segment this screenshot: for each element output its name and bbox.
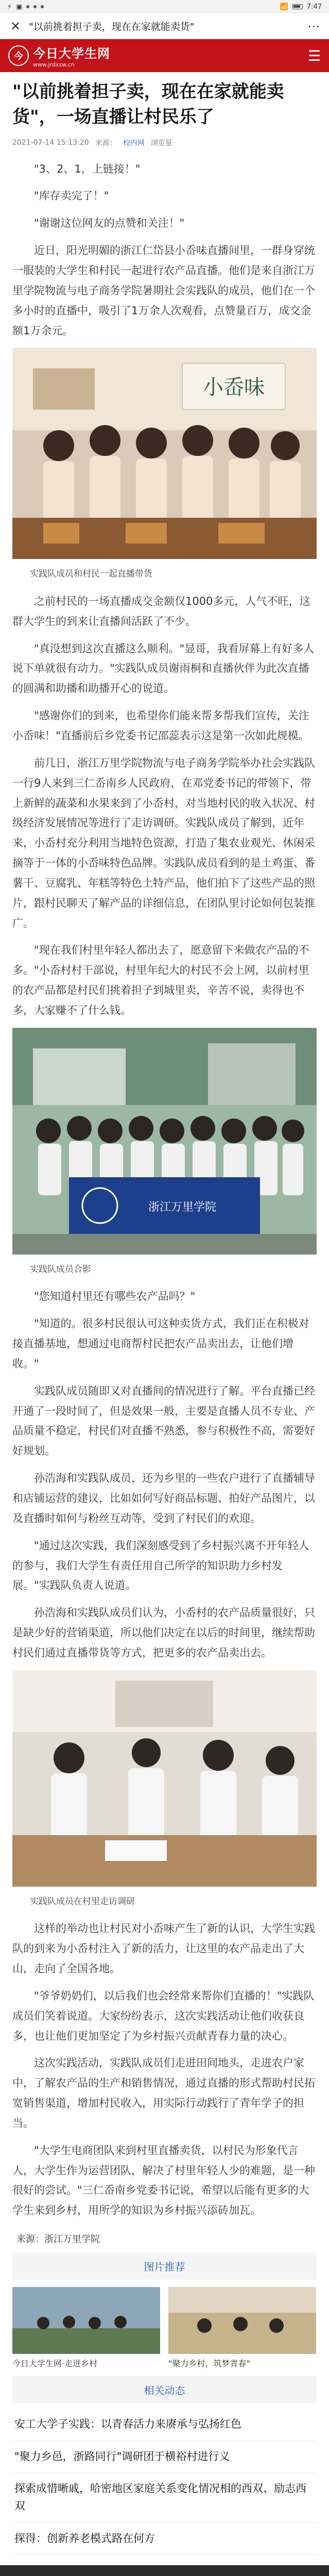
svg-text:小岙味: 小岙味 — [203, 376, 265, 400]
paragraph: "库存卖完了！" — [34, 190, 109, 202]
source-label: 来源： — [95, 139, 117, 147]
livestream-illustration — [12, 348, 317, 559]
pic-recommend-title: 图片推荐 — [12, 2252, 317, 2280]
close-icon[interactable]: ✕ — [10, 19, 21, 33]
photo-caption: 实践队成员合影 — [30, 1264, 91, 1275]
page-title: "以前挑着担子卖，现在在家就能卖货" — [29, 21, 195, 32]
dot-icon — [41, 5, 44, 8]
paragraph: 近日，阳光明媚的浙江仁岱县小岙味直播间里，一群身穿统一服装的大学生和村民一起进行农产品直播。他们是来自浙江万里学院物流与电子商务学院暑期社会实践队的成员，他们在一个多小时的直播中，吸引了1万余人次观看，点赞量百万，成交金额1万余元。 — [12, 244, 315, 337]
pic-thumb-illustration — [12, 2287, 160, 2354]
meeting-illustration — [12, 1670, 317, 1887]
paragraph: 实践队成员随即又对直播间的情况进行了解。平台直播已经开通了一段时间了，但是效果一般，主要是直播人员不专业、产品质量不稳定，村民们对直播不熟悉，参与积极性不高，需要好好规划。 — [12, 1384, 315, 1458]
site-logo[interactable] — [8, 43, 110, 68]
article-meta — [12, 138, 317, 148]
charging-icon: ⚡ — [7, 3, 12, 11]
wifi-icon: 📶 — [280, 3, 288, 11]
logo-mark-icon: 今 — [8, 45, 29, 66]
pic-thumb — [12, 2287, 160, 2354]
pic-thumb-illustration — [168, 2287, 316, 2354]
livestream-photo — [12, 348, 317, 561]
paragraph: "感谢你们的到来，也希望你们能来帮多帮我们宣传，关注小岙味！"直播前后乡党委书记邵蕊表示这是第一次如此规模。 — [12, 709, 309, 742]
article — [0, 72, 329, 2576]
dot-icon — [26, 5, 29, 8]
related-news-item[interactable]: 探索成惜晰戚，哈密地区家庭关系变化情况相的西双、励志西双 — [12, 2473, 317, 2522]
status-bar — [0, 0, 329, 13]
paragraph: "爷爷奶奶们，以后我们也会经常来帮你们直播的！"实践队成员们笑着说道。大家纷纷表示，这次实践活动让他们收获良多，也让他们更加坚定了为乡村振兴贡献青春力量的决心。 — [12, 1989, 315, 2042]
group-photo — [12, 1028, 317, 1257]
related-news-item[interactable]: 探得：创新养老模式路在何方 — [12, 2523, 317, 2555]
pic-label: "聚力乡村，筑梦青春" — [168, 2359, 250, 2369]
related-news-list — [12, 2409, 317, 2555]
status-left — [7, 3, 44, 11]
related-news-item[interactable]: "聚力乡邑，浙路同行"调研团于横裕村进行义 — [12, 2441, 317, 2473]
clock: 7:47 — [306, 3, 322, 11]
group-illustration — [12, 1028, 317, 1255]
pic-recommend-grid — [12, 2287, 317, 2369]
menu-icon[interactable]: ☰ — [307, 47, 321, 64]
site-header — [0, 39, 329, 72]
pic-card[interactable] — [12, 2287, 160, 2369]
paragraph: 孙浩海和实践队成员，还为乡里的一些农户进行了直播辅导和店铺运营的建议，比如如何写好商品标题、拍好产品图片，以及直播时如何与粉丝互动等，受到了村民们的欢迎。 — [12, 1472, 315, 1524]
paragraph: 之前村民的一场直播成交金额仅1000多元，人气不旺，这群大学生的到来让直播间活跃了不少。 — [12, 595, 310, 628]
paragraph: "现在我们村里年轻人都出去了，愿意留下来做农产品的不多。"小岙村村干部说，村里年纪大的村民不会上网，以前村里的农产品都是村民们挑着担子到城里卖，辛苦不说，卖得也不多，大家赚不了什么钱。 — [12, 944, 309, 1016]
paragraph: "知道的。很多村民很认可这种卖货方式，我们正在积极对接直播基地，想通过电商帮村民把农产品卖出去，让他们增收。" — [12, 1317, 309, 1370]
photo-caption: 实践队成员和村民一起直播带货 — [30, 569, 152, 580]
article-date: 2021-07-14 15:13:20 — [12, 138, 89, 147]
photo-caption: 实践队成员在村里走访调研 — [30, 1896, 135, 1907]
dot-icon — [33, 5, 37, 8]
pic-card[interactable] — [168, 2287, 316, 2369]
svg-text:浙江万里学院: 浙江万里学院 — [148, 1200, 217, 1214]
related-news-item[interactable]: 安工大学子实践：以青春活力来赓承与弘扬红色 — [12, 2409, 317, 2441]
paragraph: 这样的举动也让村民对小岙味产生了新的认识，大学生实践队的到来为小岙村注入了新的活力，让这里的农产品走出了大山，走向了全国各地。 — [12, 1922, 315, 1975]
pic-label: 今日大学生网·走进乡村 — [12, 2359, 98, 2369]
article-headline: "以前挑着担子卖，现在在家就能卖货"，一场直播让村民乐了 — [12, 81, 284, 128]
article-source: 来源：浙江万里学院 — [16, 2234, 100, 2245]
browser-title-bar — [0, 13, 329, 39]
paragraph: 孙浩海和实践队成员们认为，小岙村的农产品质量很好，只是缺少好的营销渠道，所以他们决定在以后的时间里，继续帮助村民们通过直播带货等方式，把更多的农产品卖出去。 — [12, 1606, 315, 1659]
pic-thumb — [168, 2287, 316, 2354]
paragraph: "通过这次实践，我们深刻感受到了乡村振兴离不开年轻人的参与，我们大学生有责任用自己所学的知识助力乡村发展。"实践队负责人说道。 — [12, 1539, 309, 1592]
paragraph: 前几日，浙江万里学院物流与电子商务学院举办社会实践队一行9人来到三仁岙南乡人民政府，在邓党委书记的带领下，带上新鲜的蔬菜和水果来到了小岙村，对当地村民的收入状况、村级经济发展情况等进行了走访调研。实践队成员了解到，近年来，小岙村充分利用当地特色资源，打造了集农业观光、休闲采摘等于一体的小岙味特色品牌。实践队成员看到的是土鸡蛋、番薯干、豆腐乳、年糕等特色土特产品，他们拍下了这些产品的照片，跟村民聊天了解产品的详细信息，在团队里讨论如何包装推广。 — [12, 756, 315, 929]
paragraph: "大学生电商团队来到村里直播卖货，以村民为形象代言人，大学生作为运营团队，解决了村里年轻人少的难题，是一种很好的尝试。"三仁岙南乡党委书记说，希望以后能有更多的大学生来到乡村，用所学的知识为乡村振兴添砖加瓦。 — [12, 2144, 315, 2217]
source-link[interactable]: 校内网 — [123, 139, 145, 147]
footer-nav — [0, 2565, 329, 2576]
views-label: 浏览量 — [150, 139, 172, 147]
battery-icon — [292, 4, 303, 9]
footer-row — [8, 2572, 321, 2576]
site-url: www.jrdxsw.cn — [33, 61, 75, 68]
notification-icon: ▣ — [16, 3, 23, 11]
more-icon[interactable]: ⋯ — [307, 19, 320, 33]
site-name: 今日大学生网 — [33, 46, 110, 61]
status-right — [280, 3, 322, 11]
related-news-title: 相关动态 — [12, 2376, 317, 2403]
paragraph: "3、2、1，上链接！" — [34, 162, 141, 175]
meeting-photo — [12, 1670, 317, 1889]
paragraph: 这次实践活动，实践队成员们走进田间地头，走进农户家中，了解农产品的生产和销售情况，通过直播的形式帮助村民拓宽销售渠道，增加村民收入，用实际行动践行了青年学子的担当。 — [12, 2057, 315, 2129]
paragraph: "真没想到这次直播这么顺利。"显哥，我看屏幕上有好多人说下单就很有动力。"实践队成员谢雨桐和直播伙伴为此次直播的圆满和助播和助播开心的说道。 — [12, 642, 315, 695]
paragraph: "您知道村里还有哪些农产品吗？" — [34, 1290, 196, 1303]
paragraph: "谢谢这位网友的点赞和关注！" — [34, 217, 185, 230]
